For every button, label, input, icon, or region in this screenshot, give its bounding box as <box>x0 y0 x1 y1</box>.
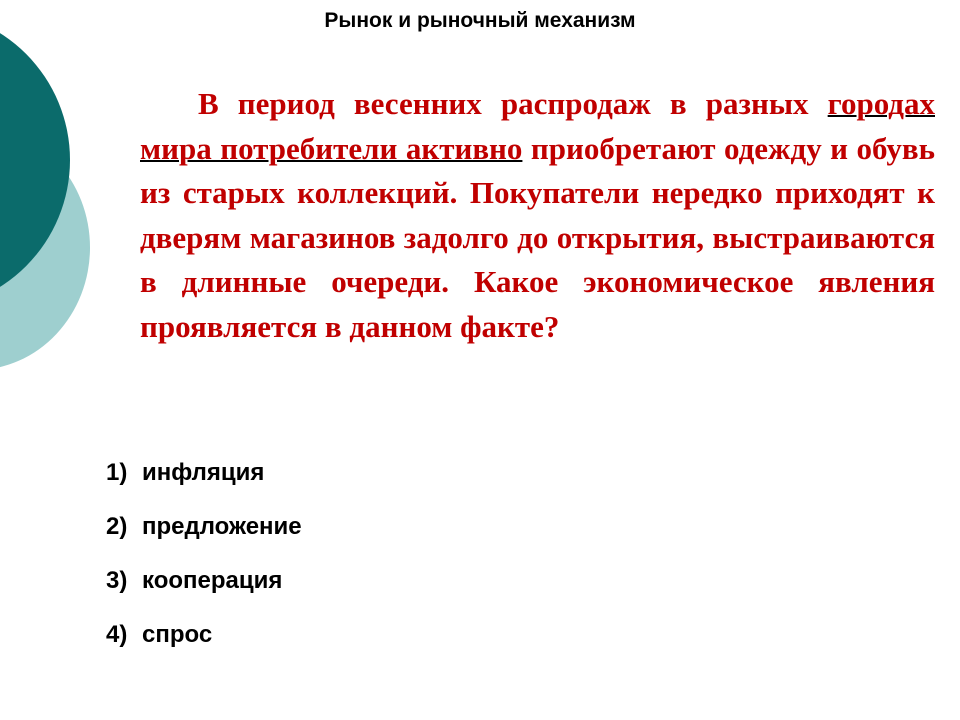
answer-option-1 <box>106 452 302 506</box>
answer-options <box>106 452 302 668</box>
answer-option-text: спрос <box>142 621 213 648</box>
question-line-1: В период весенних распродаж в разных <box>198 86 828 121</box>
answer-option-2 <box>106 506 302 560</box>
answer-option-4 <box>106 614 302 668</box>
answer-option-number: 2) <box>106 513 128 540</box>
answer-option-number: 1) <box>106 459 128 486</box>
question-underlined-phrase: городах мира потребители активно <box>140 86 935 166</box>
question-text <box>140 82 935 349</box>
question-rest: приобретают одежду и обувь из старых коллекций. Покупатели нередко приходят к дверям магазинов задолго до открытия, выстраиваются в длинные очереди. Какое экономическое явления проявляется в данном факте? <box>140 130 935 344</box>
slide-title: Рынок и рыночный механизм <box>324 9 636 32</box>
answer-option-text: инфляция <box>142 459 265 486</box>
answer-option-number: 4) <box>106 621 128 648</box>
answer-option-number: 3) <box>106 567 128 594</box>
answer-option-text: кооперация <box>142 567 283 594</box>
answer-option-text: предложение <box>142 513 302 540</box>
answer-option-3 <box>106 560 302 614</box>
